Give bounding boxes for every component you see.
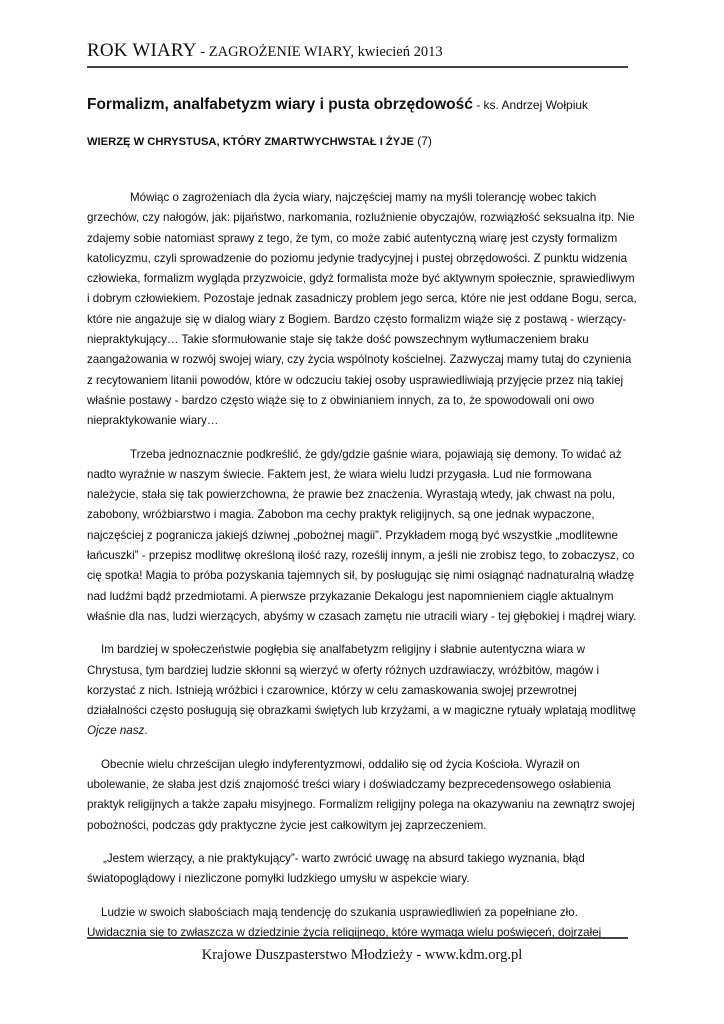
footer-divider	[87, 937, 628, 939]
paragraph: „Jestem wierzący, a nie praktykujący”- warto zwrócić uwagę na absurd takiego wyznania, błąd światopoglądowy i niezliczone pomyłki ludzkiego umysłu w aspekcie wiary.	[87, 851, 585, 886]
paragraph	[87, 640, 637, 741]
article-title: Formalizm, analfabetyzm wiary i pusta obrzędowość	[87, 96, 473, 113]
page-footer: Krajowe Duszpasterstwo Młodzieży - www.kdm.org.pl	[201, 947, 523, 963]
header-title-rest: - ZAGROŻENIE WIARY, kwiecień 2013	[196, 44, 443, 60]
paragraph: Mówiąc o zagrożeniach dla życia wiary, najczęściej mamy na myśli tolerancję wobec takich grzechów, czy nałogów, jak: pijaństwo, narkomania, rozluźnienie obyczajów, rozwiązłość seksualna itp. Nie zdajemy sobie natomiast sprawy z tego, że tym, co może zabić autentyczną wiarę jest czysty formalizm katolicyzmu, czyli sprowadzenie do poziomu jedynie tradycyjnej i pustej obrzędowości. Z punktu widzenia człowieka, formalizm wygląda przyzwoicie, gdyż formalista może być aktywnym społecznie, sprawiedliwym i dobrym człowiekiem. Pozostaje jednak zasadniczy problem jego serca, które nie jest oddane Bogu, serca, które nie angażuje się w dialog wiary z Bogiem. Bardzo często formalizm wiąże się z postawą - wierzący-niepraktykujący… Takie sformułowanie staje się także dość powszechnym wytłumaczeniem braku zaangażowania w rozwój swojej wiary, czy życia wspólnoty kościelnej. Zazwyczaj mamy tutaj do czynienia z recytowaniem litanii powodów, które w odczuciu takiej osoby usprawiedliwiają przyjęcie przez nią takiej właśnie postawy - bardzo często wiąże się to z obwinianiem innych, za to, że spowodowali oni owo niepraktykowanie wiary…	[87, 191, 637, 428]
header-divider	[87, 66, 628, 68]
article-series	[87, 134, 647, 148]
paragraph-end: .	[144, 724, 148, 738]
article-title-block	[87, 96, 647, 114]
paragraph: Ludzie w swoich słabościach mają tendencję do szukania usprawiedliwień za popełniane zło. Uwidacznia się to zwłaszcza w dziedzinie życia religijnego, które wymaga wielu poświęceń, dojrzałej	[87, 905, 602, 939]
page-header	[87, 40, 647, 62]
article-author: - ks. Andrzej Wołpiuk	[472, 98, 589, 112]
header-title-main: ROK WIARY	[87, 40, 197, 61]
paragraph-text: Im bardziej w społeczeństwie pogłębia się analfabetyzm religijny i słabnie autentyczna wiara w Chrystusa, tym bardziej ludzie skłonni są wierzyć w oferty różnych uzdrawiaczy, wróżbitów, magów i korzystać z nich. Istnieją wróżbici i czarownice, którzy w celu zamaskowania swojej przewrotnej działalności często posługują się obrazkami świętych lub krzyżami, a w magiczne rytuały wplatają modlitwę	[87, 643, 636, 718]
prayer-name: Ojcze nasz	[87, 724, 145, 738]
article-body	[87, 188, 637, 956]
paragraph: Obecnie wielu chrześcijan uległo indyferentyzmowi, oddaliło się od życia Kościoła. Wyraził on ubolewanie, że słaba jest dziś znajomość treści wiary i doświadczamy bezprecedensowego osłabienia praktyk religijnych a także zapału misyjnego. Formalizm religijny polega na okazywaniu na zewnątrz swojej pobożności, podczas gdy praktyczne życie jest całkowitym jej zaprzeczeniem.	[87, 757, 635, 832]
series-title: WIERZĘ W CHRYSTUSA, KTÓRY ZMARTWYCHWSTAŁ I ŻYJE	[87, 136, 414, 148]
paragraph: Trzeba jednoznacznie podkreślić, że gdy/gdzie gaśnie wiara, pojawiają się demony. To widać aż nadto wyraźnie w naszym świecie. Faktem jest, że wiara wielu ludzi przygasła. Lud nie formowana należycie, stała się tak powierzchowna, że prawie bez znaczenia. Wyrastają wtedy, jak chwast na polu, zabobony, wróżbiarstwo i magia. Zabobon ma cechy praktyk religijnych, są one jednak wypaczone, najczęściej z pogranicza jakiejś dziwnej „pobożnej magii”. Przykładem mogą być wszystkie „modlitewne łańcuszki” - przepisz modlitwę określoną ilość razy, roześlij innym, a jeśli nie zrobisz tego, to zobaczysz, co cię spotka! Magia to próba pozyskania tajemnych sił, by posługując się nimi osiągnąć nadnaturalną władzę nad ludźmi bądź przedmiotami. A pierwsze przykazanie Dekalogu jest napomnieniem ciągle aktualnym właśnie dla nas, ludzi wierzących, abyśmy w czasach zamętu nie utracili wiary - tej głębokiej i mądrej wiary.	[87, 447, 637, 623]
series-number: (7)	[413, 134, 432, 148]
